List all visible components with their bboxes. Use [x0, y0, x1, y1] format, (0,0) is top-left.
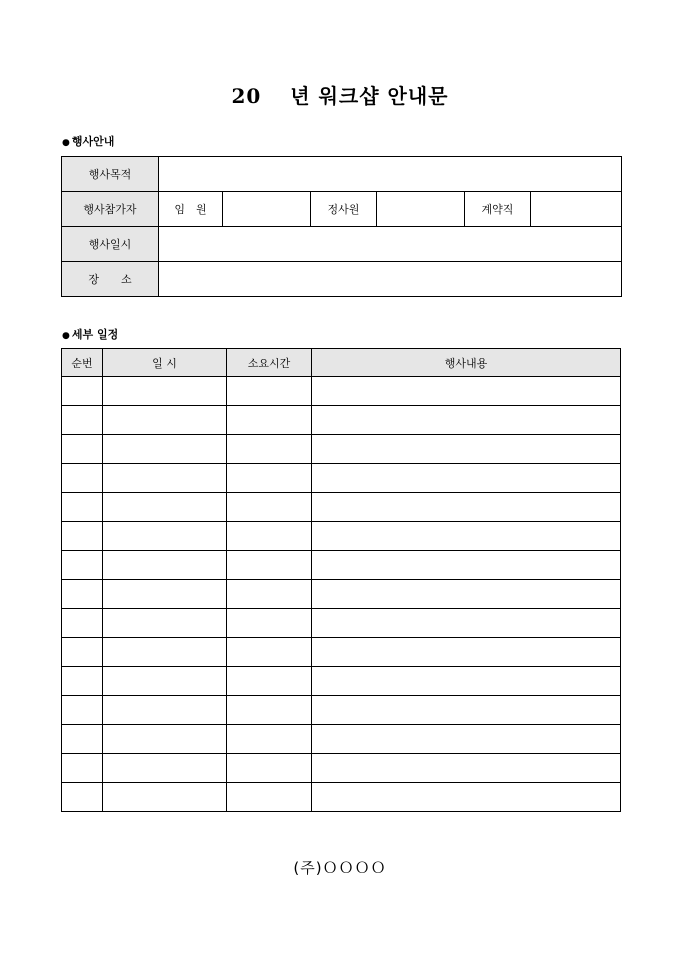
executive-value-cell[interactable]	[223, 192, 311, 227]
schedule-cell[interactable]	[312, 406, 621, 435]
label-contract: 계약직	[465, 192, 531, 227]
schedule-cell[interactable]	[62, 522, 103, 551]
label-participants: 행사참가자	[62, 192, 159, 227]
table-row	[62, 435, 621, 464]
table-row	[62, 157, 622, 192]
schedule-cell[interactable]	[103, 783, 227, 812]
table-row	[62, 522, 621, 551]
table-row	[62, 783, 621, 812]
table-row	[62, 227, 622, 262]
schedule-cell[interactable]	[103, 493, 227, 522]
table-row	[62, 493, 621, 522]
header-content: 행사내용	[312, 349, 621, 377]
regular-value-cell[interactable]	[377, 192, 465, 227]
header-datetime: 일 시	[103, 349, 227, 377]
schedule-cell[interactable]	[312, 551, 621, 580]
schedule-cell[interactable]	[62, 609, 103, 638]
schedule-cell[interactable]	[62, 667, 103, 696]
schedule-cell[interactable]	[62, 435, 103, 464]
schedule-cell[interactable]	[227, 783, 312, 812]
bullet-icon: ●	[62, 138, 70, 148]
schedule-cell[interactable]	[227, 667, 312, 696]
table-row	[62, 406, 621, 435]
schedule-cell[interactable]	[62, 754, 103, 783]
contract-value-cell[interactable]	[531, 192, 622, 227]
schedule-cell[interactable]	[312, 580, 621, 609]
schedule-cell[interactable]	[227, 638, 312, 667]
schedule-cell[interactable]	[62, 580, 103, 609]
schedule-cell[interactable]	[103, 696, 227, 725]
schedule-cell[interactable]	[312, 493, 621, 522]
table-row	[62, 696, 621, 725]
schedule-cell[interactable]	[62, 725, 103, 754]
schedule-cell[interactable]	[103, 377, 227, 406]
schedule-cell[interactable]	[227, 609, 312, 638]
bullet-icon: ●	[62, 331, 70, 341]
table-row	[62, 638, 621, 667]
schedule-cell[interactable]	[312, 377, 621, 406]
label-executive: 임 원	[159, 192, 223, 227]
company-name: (주)ＯＯＯＯ	[293, 859, 387, 877]
table-row	[62, 192, 622, 227]
section-heading-event-info	[62, 133, 114, 149]
schedule-cell[interactable]	[103, 609, 227, 638]
schedule-cell[interactable]	[227, 377, 312, 406]
schedule-cell[interactable]	[62, 464, 103, 493]
schedule-cell[interactable]	[62, 406, 103, 435]
table-row	[62, 377, 621, 406]
schedule-table	[61, 348, 621, 812]
schedule-cell[interactable]	[227, 406, 312, 435]
table-row	[62, 551, 621, 580]
schedule-cell[interactable]	[227, 464, 312, 493]
schedule-cell[interactable]	[103, 580, 227, 609]
event-info-table	[61, 156, 622, 297]
table-row	[62, 754, 621, 783]
schedule-cell[interactable]	[103, 522, 227, 551]
schedule-cell[interactable]	[62, 783, 103, 812]
schedule-cell[interactable]	[103, 464, 227, 493]
schedule-cell[interactable]	[227, 522, 312, 551]
schedule-cell[interactable]	[227, 754, 312, 783]
table-row	[62, 580, 621, 609]
table-row	[62, 262, 622, 297]
header-duration: 소요시간	[227, 349, 312, 377]
schedule-cell[interactable]	[227, 435, 312, 464]
schedule-cell[interactable]	[103, 667, 227, 696]
schedule-cell[interactable]	[312, 754, 621, 783]
schedule-cell[interactable]	[227, 551, 312, 580]
schedule-cell[interactable]	[312, 696, 621, 725]
section-heading-schedule	[62, 326, 118, 342]
schedule-cell[interactable]	[312, 609, 621, 638]
date-value-cell[interactable]	[159, 227, 622, 262]
section-heading-label: 세부 일정	[71, 328, 119, 341]
table-header-row	[62, 349, 621, 377]
schedule-cell[interactable]	[62, 696, 103, 725]
schedule-cell[interactable]	[103, 551, 227, 580]
table-row	[62, 667, 621, 696]
schedule-cell[interactable]	[103, 638, 227, 667]
label-date: 행사일시	[62, 227, 159, 262]
schedule-cell[interactable]	[62, 638, 103, 667]
table-row	[62, 609, 621, 638]
schedule-cell[interactable]	[312, 638, 621, 667]
table-row	[62, 464, 621, 493]
header-seq: 순번	[62, 349, 103, 377]
schedule-cell[interactable]	[103, 406, 227, 435]
schedule-cell[interactable]	[312, 667, 621, 696]
schedule-cell[interactable]	[227, 580, 312, 609]
label-purpose: 행사목적	[62, 157, 159, 192]
section-heading-label: 행사안내	[71, 135, 115, 148]
place-value-cell[interactable]	[159, 262, 622, 297]
schedule-cell[interactable]	[227, 493, 312, 522]
label-place: 장 소	[62, 262, 159, 297]
schedule-cell[interactable]	[227, 725, 312, 754]
schedule-cell[interactable]	[103, 754, 227, 783]
schedule-cell[interactable]	[62, 377, 103, 406]
schedule-cell[interactable]	[62, 493, 103, 522]
schedule-cell[interactable]	[312, 522, 621, 551]
schedule-cell[interactable]	[312, 435, 621, 464]
schedule-cell[interactable]	[103, 435, 227, 464]
schedule-cell[interactable]	[312, 783, 621, 812]
purpose-value-cell[interactable]	[159, 157, 622, 192]
schedule-cell[interactable]	[227, 696, 312, 725]
table-row	[62, 725, 621, 754]
document-title: 20 년 워크샵 안내문	[231, 84, 449, 108]
schedule-cell[interactable]	[103, 725, 227, 754]
schedule-cell[interactable]	[62, 551, 103, 580]
schedule-cell[interactable]	[312, 464, 621, 493]
schedule-cell[interactable]	[312, 725, 621, 754]
label-regular: 정사원	[311, 192, 377, 227]
